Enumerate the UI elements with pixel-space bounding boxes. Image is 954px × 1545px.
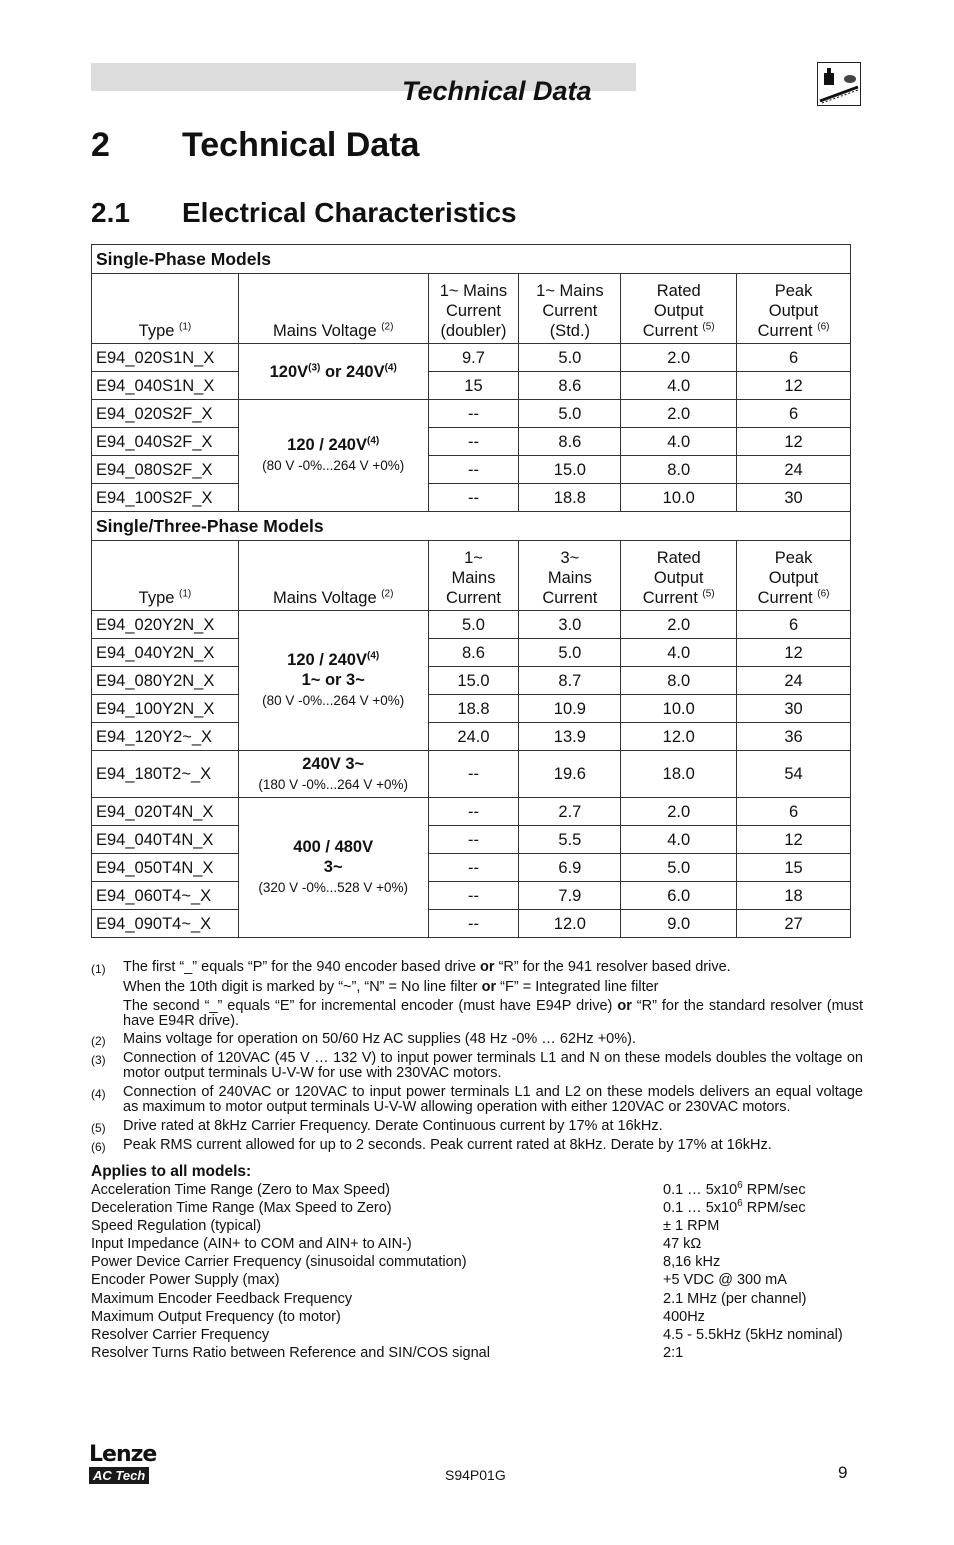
single-phase-heading: Single-Phase Models [92,245,851,274]
value-cell: 4.0 [621,428,737,456]
type-cell: E94_040S2F_X [92,428,239,456]
col-type-header: Type $^{(1)}$ [92,541,239,611]
value-cell: -- [428,428,519,456]
footnote-2: (2) Mains voltage for operation on 50/60 Hz AC supplies (48 Hz -0% … 62Hz +0%). [91,1031,636,1048]
value-cell: 5.5 [519,826,621,854]
footnote-1: (1) The first “_” equals “P” for the 940 encoder based drive or “R” for the 941 resolver based drive. [91,959,731,976]
type-cell: E94_180T2~_X [92,751,239,798]
value-cell: 2.0 [621,798,737,826]
list-item: Power Device Carrier Frequency (sinusoidal commutation) 8,16 kHz [91,1254,721,1271]
type-cell: E94_080S2F_X [92,456,239,484]
table-row [92,751,851,798]
value-cell: 54 [737,751,851,798]
value-cell: 10.9 [519,695,621,723]
type-cell: E94_040Y2N_X [92,639,239,667]
type-cell: E94_100Y2N_X [92,695,239,723]
value-cell: -- [428,484,519,512]
type-cell: E94_020T4N_X [92,798,239,826]
value-cell: 24.0 [428,723,519,751]
value-cell: -- [428,798,519,826]
table-row [92,456,851,484]
value-cell: 12.0 [621,723,737,751]
applies-heading: Applies to all models: [91,1163,252,1180]
drive-motor-icon [817,62,861,106]
value-cell: 15.0 [428,667,519,695]
footnote-1-line3: The second “_” equals “E” for incremental encoder (must have E94P drive) or “R” for the standard resolver (must have E94R drive). [123,998,863,1029]
value-cell: 18.0 [621,751,737,798]
voltage-cell: $120 / 240V^{(4)}$ 1~ or 3~ (80 V -0%...264 V +0%) [238,611,428,751]
table-header-row [92,274,851,344]
table-row [92,882,851,910]
section-title: Electrical Characteristics [182,197,517,228]
value-cell: -- [428,456,519,484]
value-cell: 6 [737,611,851,639]
value-cell: -- [428,854,519,882]
type-cell: E94_100S2F_X [92,484,239,512]
voltage-cell: $120V^{(3)}$ or $240V^{(4)}$ [238,344,428,400]
value-cell: 2.0 [621,400,737,428]
col-type-header: Type $^{(1)}$ [92,274,239,344]
value-cell: 8.0 [621,667,737,695]
table-header-row [92,541,851,611]
footnote-5: (5) Drive rated at 8kHz Carrier Frequency. Derate Continuous current by 17% at 16kHz. [91,1118,663,1135]
list-item: Deceleration Time Range (Max Speed to Zero) 0.1 … $5x10^6$ RPM/sec [91,1198,806,1217]
table-row [92,826,851,854]
footnote-3: (3) Connection of 120VAC (45 V … 132 V) to input power terminals L1 and N on these models doubles the voltage on motor output terminals U-V-W for use with 230VAC motors. [91,1050,863,1081]
col-peak-output-header: Peak Output Current $^{(6)}$ [737,541,851,611]
type-cell: E94_020Y2N_X [92,611,239,639]
value-cell: 8.0 [621,456,737,484]
value-cell: 6 [737,344,851,372]
general-spec-list [91,1182,863,1363]
electrical-characteristics-table [91,244,851,938]
value-cell: 12.0 [519,910,621,938]
value-cell: 4.0 [621,826,737,854]
type-cell: E94_020S1N_X [92,344,239,372]
value-cell: 19.6 [519,751,621,798]
voltage-cell: 400 / 480V 3~ (320 V -0%...528 V +0%) [238,798,428,938]
value-cell: 4.0 [621,639,737,667]
value-cell: 10.0 [621,695,737,723]
value-cell: 5.0 [621,854,737,882]
value-cell: 5.0 [428,611,519,639]
col-mains-doubler-header: 1~ Mains Current (doubler) [428,274,519,344]
value-cell: 18 [737,882,851,910]
value-cell: 30 [737,695,851,723]
value-cell: 15 [428,372,519,400]
value-cell: 8.6 [428,639,519,667]
table-row [92,854,851,882]
page-number: 9 [838,1463,848,1482]
value-cell: 7.9 [519,882,621,910]
value-cell: -- [428,910,519,938]
value-cell: 8.6 [519,428,621,456]
value-cell: 6.9 [519,854,621,882]
chapter-number: 2 [91,126,110,164]
voltage-cell: 240V 3~ (180 V -0%...264 V +0%) [238,751,428,798]
value-cell: 8.7 [519,667,621,695]
value-cell: -- [428,882,519,910]
value-cell: 13.9 [519,723,621,751]
table-row [92,484,851,512]
value-cell: 18.8 [428,695,519,723]
list-item: Maximum Encoder Feedback Frequency 2.1 MHz (per channel) [91,1290,807,1307]
single-three-phase-heading: Single/Three-Phase Models [92,512,851,541]
value-cell: 5.0 [519,344,621,372]
col-peak-output-header: Peak Output Current $^{(6)}$ [737,274,851,344]
footnote-4: (4) Connection of 240VAC or 120VAC to input power terminals L1 and L2 on these models delivers an equal voltage as maximum to motor output terminals U-V-W allowing operation with either 120VAC or 230VAC motors. [91,1084,863,1115]
value-cell: 2.0 [621,344,737,372]
value-cell: 24 [737,456,851,484]
table-row [92,639,851,667]
col-mains-std-header: 1~ Mains Current (Std.) [519,274,621,344]
col-voltage-header: Mains Voltage $^{(2)}$ [238,274,428,344]
document-id: S94P01G [445,1467,506,1483]
value-cell: 12 [737,372,851,400]
col-voltage-header: Mains Voltage $^{(2)}$ [238,541,428,611]
type-cell: E94_080Y2N_X [92,667,239,695]
list-item: Encoder Power Supply (max) +5 VDC @ 300 mA [91,1272,787,1289]
value-cell: 9.0 [621,910,737,938]
list-item: Resolver Carrier Frequency 4.5 - 5.5kHz (5kHz nominal) [91,1326,843,1343]
value-cell: -- [428,826,519,854]
col-3ph-mains-header: 3~ Mains Current [519,541,621,611]
chapter-heading [91,126,419,165]
col-rated-output-header: Rated Output Current $^{(5)}$ [621,274,737,344]
value-cell: 18.8 [519,484,621,512]
value-cell: 6.0 [621,882,737,910]
value-cell: 15.0 [519,456,621,484]
value-cell: 10.0 [621,484,737,512]
chapter-title: Technical Data [182,126,420,164]
value-cell: 2.7 [519,798,621,826]
table-row [92,667,851,695]
running-header-title: Technical Data [402,76,592,106]
value-cell: 24 [737,667,851,695]
col-1ph-mains-header: 1~ Mains Current [428,541,519,611]
table-row [92,372,851,400]
lenze-actech-logo: Lenze AC Tech [89,1442,157,1483]
list-item: Acceleration Time Range (Zero to Max Speed) 0.1 … $5x10^6$ RPM/sec [91,1180,806,1198]
type-cell: E94_050T4N_X [92,854,239,882]
footnote-6: (6) Peak RMS current allowed for up to 2 seconds. Peak current rated at 8kHz. Derate by 17% at 16kHz. [91,1137,772,1154]
section-heading [91,197,517,229]
list-item: Speed Regulation (typical) ± 1 RPM [91,1218,720,1235]
col-rated-output-header: Rated Output Current $^{(5)}$ [621,541,737,611]
table-row [92,723,851,751]
list-item: Input Impedance (AIN+ to COM and AIN+ to AIN-) 47 kΩ [91,1236,702,1253]
value-cell: 4.0 [621,372,737,400]
table-row [92,344,851,372]
list-item: Resolver Turns Ratio between Reference and SIN/COS signal 2:1 [91,1344,684,1361]
footnote-1-line2: When the 10th digit is marked by “~”, “N” = No line filter or “F” = Integrated line filter [123,979,659,995]
type-cell: E94_040S1N_X [92,372,239,400]
type-cell: E94_120Y2~_X [92,723,239,751]
value-cell: 3.0 [519,611,621,639]
value-cell: 2.0 [621,611,737,639]
table-row [92,910,851,938]
value-cell: 5.0 [519,639,621,667]
value-cell: 15 [737,854,851,882]
table-row [92,798,851,826]
value-cell: 6 [737,400,851,428]
type-cell: E94_060T4~_X [92,882,239,910]
value-cell: -- [428,400,519,428]
value-cell: -- [428,751,519,798]
value-cell: 5.0 [519,400,621,428]
type-cell: E94_090T4~_X [92,910,239,938]
value-cell: 12 [737,639,851,667]
section-number: 2.1 [91,197,130,228]
value-cell: 8.6 [519,372,621,400]
type-cell: E94_040T4N_X [92,826,239,854]
voltage-cell: $120 / 240V^{(4)}$ (80 V -0%...264 V +0%) [238,400,428,512]
table-row [92,428,851,456]
value-cell: 6 [737,798,851,826]
table-row [92,400,851,428]
value-cell: 12 [737,428,851,456]
value-cell: 9.7 [428,344,519,372]
value-cell: 30 [737,484,851,512]
list-item: Maximum Output Frequency (to motor) 400Hz [91,1308,705,1325]
value-cell: 27 [737,910,851,938]
value-cell: 36 [737,723,851,751]
value-cell: 12 [737,826,851,854]
type-cell: E94_020S2F_X [92,400,239,428]
table-row [92,611,851,639]
table-row [92,695,851,723]
